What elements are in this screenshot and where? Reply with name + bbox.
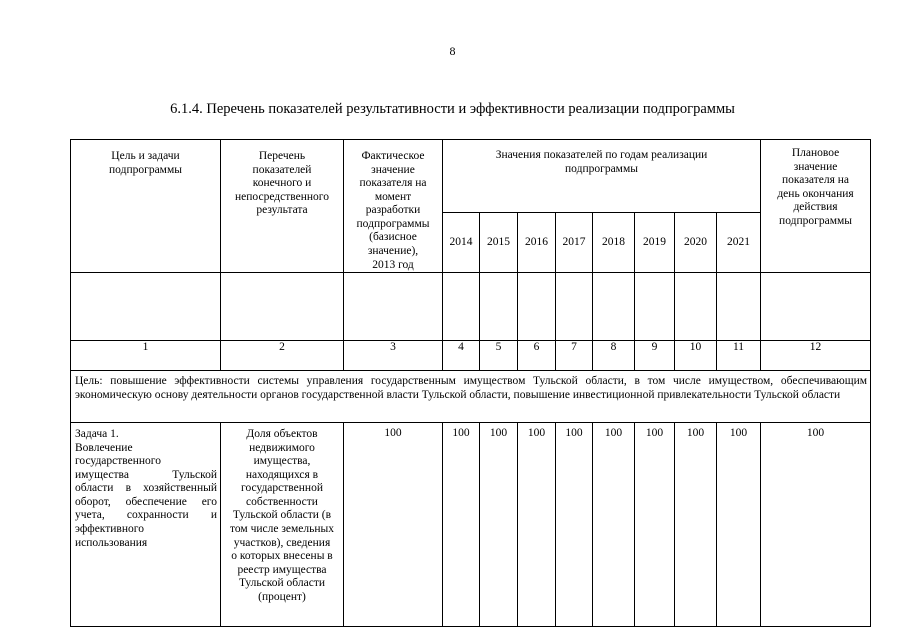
column-number: 11 <box>717 341 761 371</box>
column-number: 5 <box>480 341 518 371</box>
target-value-cell: 100 <box>761 423 871 627</box>
column-number: 8 <box>593 341 635 371</box>
year-header: 2019 <box>635 213 675 273</box>
year-value-cell: 100 <box>635 423 675 627</box>
table-row <box>71 423 871 627</box>
header-spacer-row <box>71 273 871 341</box>
year-value-cell: 100 <box>443 423 480 627</box>
header-target-value: Плановое значение показателя на день окончания действия подпрограммы <box>761 140 871 273</box>
column-number: 1 <box>71 341 221 371</box>
year-header: 2014 <box>443 213 480 273</box>
year-value-cell: 100 <box>556 423 593 627</box>
indicators-table <box>70 139 871 627</box>
column-number: 4 <box>443 341 480 371</box>
header-row <box>71 140 871 213</box>
indicator-cell: Доля объектов недвижимого имущества, находящихся в государственной собственности Тульской области (в том числе земельных участков), сведения о которых внесены в реестр имущества Тульской области (процент) <box>221 423 344 627</box>
year-value-cell: 100 <box>717 423 761 627</box>
year-header: 2018 <box>593 213 635 273</box>
column-number: 7 <box>556 341 593 371</box>
goal-text: Цель: повышение эффективности системы управления государственным имуществом Тульской области, в том числе имуществом, обеспечивающим экономическую основу деятельности органов государственной власти Тульской области, повышение инвестиционной привлекательности Тульской области <box>71 371 871 423</box>
year-value-cell: 100 <box>480 423 518 627</box>
column-number: 3 <box>344 341 443 371</box>
goal-row <box>71 371 871 423</box>
header-goal-tasks: Цель и задачи подпрограммы <box>71 140 221 273</box>
year-value-cell: 100 <box>675 423 717 627</box>
column-number: 12 <box>761 341 871 371</box>
header-base-value: Фактическое значение показателя на момент разработки подпрограммы (базисное значение), 2013 год <box>344 140 443 273</box>
year-header: 2017 <box>556 213 593 273</box>
column-numbers-row <box>71 341 871 371</box>
page-number: 8 <box>449 44 456 58</box>
task-cell: Задача 1. Вовлечение государственного имущества Тульской области в хозяйственный оборот, обеспечение его учета, сохранности и эффективного использования <box>71 423 221 627</box>
base-value-cell: 100 <box>344 423 443 627</box>
column-number: 10 <box>675 341 717 371</box>
year-header: 2015 <box>480 213 518 273</box>
header-indicators: Перечень показателей конечного и непосредственного результата <box>221 140 344 273</box>
year-header: 2021 <box>717 213 761 273</box>
header-years-group: Значения показателей по годам реализации подпрограммы <box>443 140 761 213</box>
year-value-cell: 100 <box>593 423 635 627</box>
year-header: 2016 <box>518 213 556 273</box>
column-number: 2 <box>221 341 344 371</box>
year-header: 2020 <box>675 213 717 273</box>
year-value-cell: 100 <box>518 423 556 627</box>
column-number: 6 <box>518 341 556 371</box>
section-title: 6.1.4. Перечень показателей результативности и эффективности реализации подпрограммы <box>170 101 735 117</box>
column-number: 9 <box>635 341 675 371</box>
